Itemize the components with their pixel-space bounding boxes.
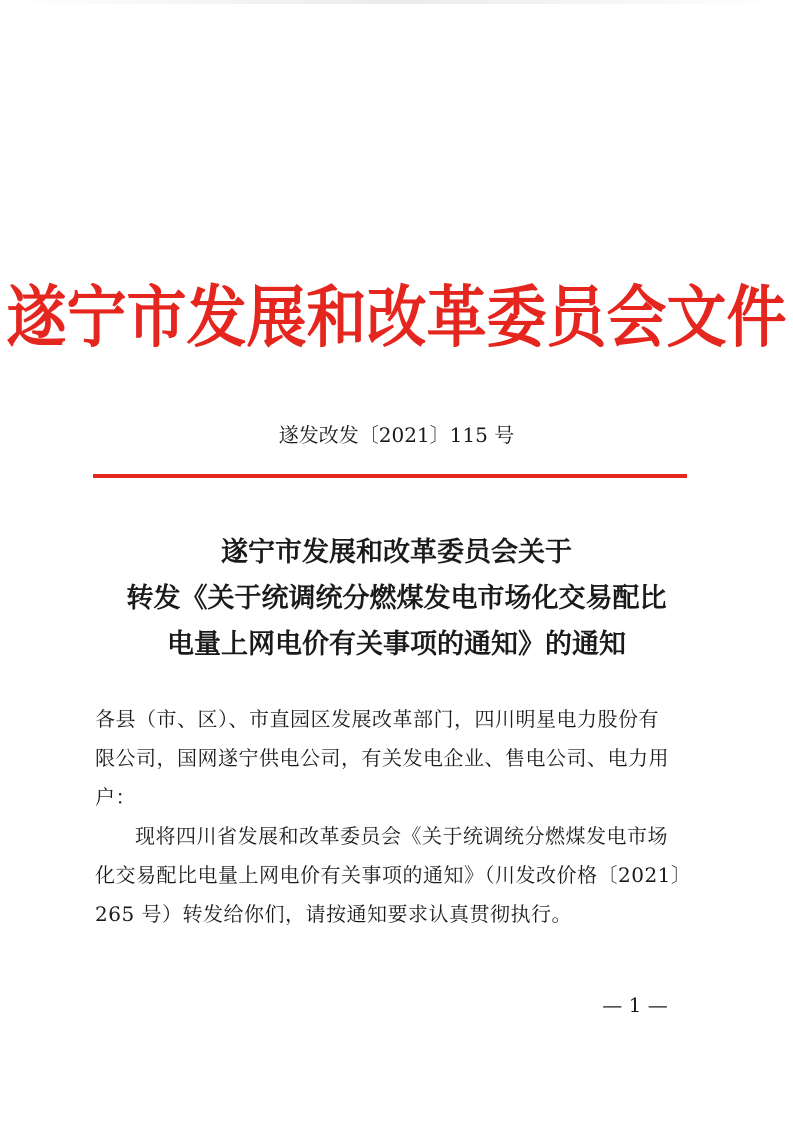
document-number: 遂发改发〔2021〕115 号 <box>278 423 515 447</box>
document-header-title: 遂宁市发展和改革委员会文件 <box>6 279 787 358</box>
content-line-1: 现将四川省发展和改革委员会《关于统调统分燃煤发电市场 <box>135 824 668 848</box>
subject-line-2: 转发《关于统调统分燃煤发电市场化交易配比 <box>126 583 667 614</box>
content-line-3: 265 号）转发给你们，请按通知要求认真贯彻执行。 <box>95 902 573 926</box>
subject-line-3: 电量上网电价有关事项的通知》的通知 <box>167 629 626 660</box>
addressee-line-2: 限公司，国网遂宁供电公司，有关发电企业、售电公司、电力用 <box>95 746 669 770</box>
page-number: — 1 — <box>602 993 668 1017</box>
document-subject <box>0 530 793 668</box>
red-divider-line <box>93 474 687 478</box>
document-body <box>95 700 695 934</box>
subject-line-1: 遂宁市发展和改革委员会关于 <box>221 537 572 568</box>
addressee-line-3: 户： <box>95 785 136 809</box>
addressee-line-1: 各县（市、区）、市直园区发展改革部门，四川明星电力股份有 <box>95 707 659 731</box>
scan-edge-mark <box>0 0 793 4</box>
content-line-2: 化交易配比电量上网电价有关事项的通知》（川发改价格〔2021〕 <box>95 863 692 887</box>
